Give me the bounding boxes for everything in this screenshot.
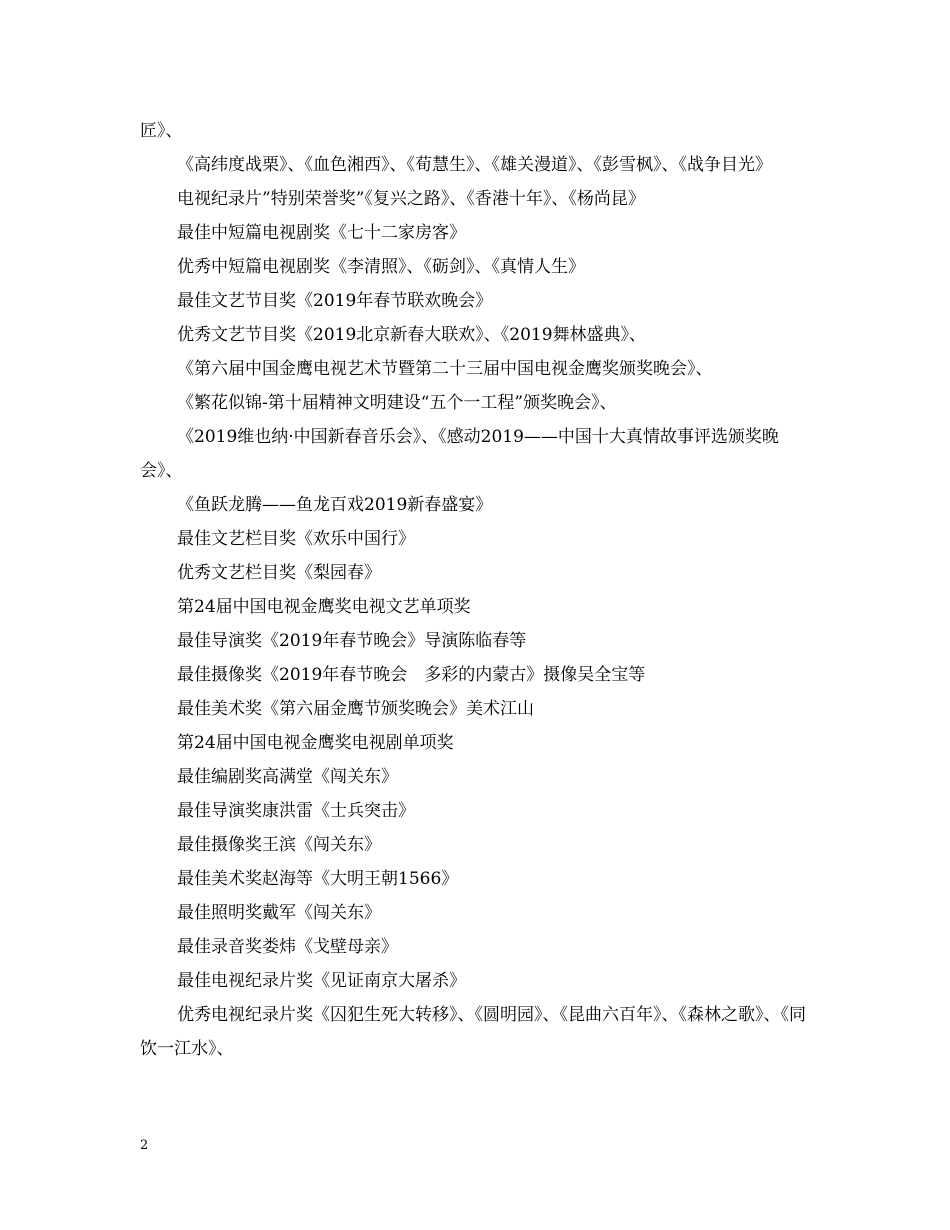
document-body bbox=[140, 114, 820, 1066]
paragraph: 最佳编剧奖高满堂《闯关东》 bbox=[177, 767, 398, 787]
paragraph: 最佳文艺栏目奖《欢乐中国行》 bbox=[177, 529, 415, 549]
paragraph: 最佳电视纪录片奖《见证南京大屠杀》 bbox=[177, 971, 466, 991]
paragraph: 优秀电视纪录片奖《囚犯生死大转移》、《圆明园》、《昆曲六百年》、《森林之歌》、《同饮一江水》、 bbox=[140, 1005, 806, 1059]
paragraph: 最佳中短篇电视剧奖《七十二家房客》 bbox=[177, 223, 466, 243]
paragraph: 最佳摄像奖《2019年春节晚会 多彩的内蒙古》摄像吴全宝等 bbox=[177, 665, 646, 685]
paragraph: 最佳文艺节目奖《2019年春节联欢晚会》 bbox=[177, 291, 493, 311]
paragraph: 匠》、 bbox=[140, 121, 183, 141]
paragraph: 《繁花似锦-第十届精神文明建设“五个一工程”颁奖晚会》、 bbox=[177, 393, 617, 413]
paragraph: 最佳导演奖康洪雷《士兵突击》 bbox=[177, 801, 415, 821]
paragraph: 第24届中国电视金鹰奖电视文艺单项奖 bbox=[177, 597, 471, 617]
paragraph: 优秀中短篇电视剧奖《李清照》、《砺剑》、《真情人生》 bbox=[177, 257, 585, 277]
paragraph: 《鱼跃龙腾——鱼龙百戏2019新春盛宴》 bbox=[177, 495, 493, 515]
paragraph: 电视纪录片”特别荣誉奖”《复兴之路》、《香港十年》、《杨尚昆》 bbox=[177, 189, 645, 209]
paragraph: 最佳美术奖赵海等《大明王朝1566》 bbox=[177, 869, 459, 889]
paragraph: 最佳照明奖戴军《闯关东》 bbox=[177, 903, 381, 923]
paragraph: 优秀文艺节目奖《2019北京新春大联欢》、《2019舞林盛典》、 bbox=[177, 325, 647, 345]
paragraph: 优秀文艺栏目奖《梨园春》 bbox=[177, 563, 381, 583]
paragraph: 最佳摄像奖王滨《闯关东》 bbox=[177, 835, 381, 855]
paragraph: 《第六届中国金鹰电视艺术节暨第二十三届中国电视金鹰奖颁奖晚会》、 bbox=[177, 359, 713, 379]
paragraph: 最佳录音奖娄炜《戈壁母亲》 bbox=[177, 937, 398, 957]
paragraph: 最佳美术奖《第六届金鹰节颁奖晚会》美术江山 bbox=[177, 699, 534, 719]
paragraph: 第24届中国电视金鹰奖电视剧单项奖 bbox=[177, 733, 454, 753]
paragraph: 《2019维也纳·中国新春音乐会》、《感动2019——中国十大真情故事评选颁奖晚会》、 bbox=[140, 427, 779, 481]
page-number: 2 bbox=[140, 1138, 149, 1153]
paragraph: 最佳导演奖《2019年春节晚会》导演陈临春等 bbox=[177, 631, 527, 651]
paragraph: 《高纬度战栗》、《血色湘西》、《荀慧生》、《雄关漫道》、《彭雪枫》、《战争目光》 bbox=[177, 155, 772, 175]
